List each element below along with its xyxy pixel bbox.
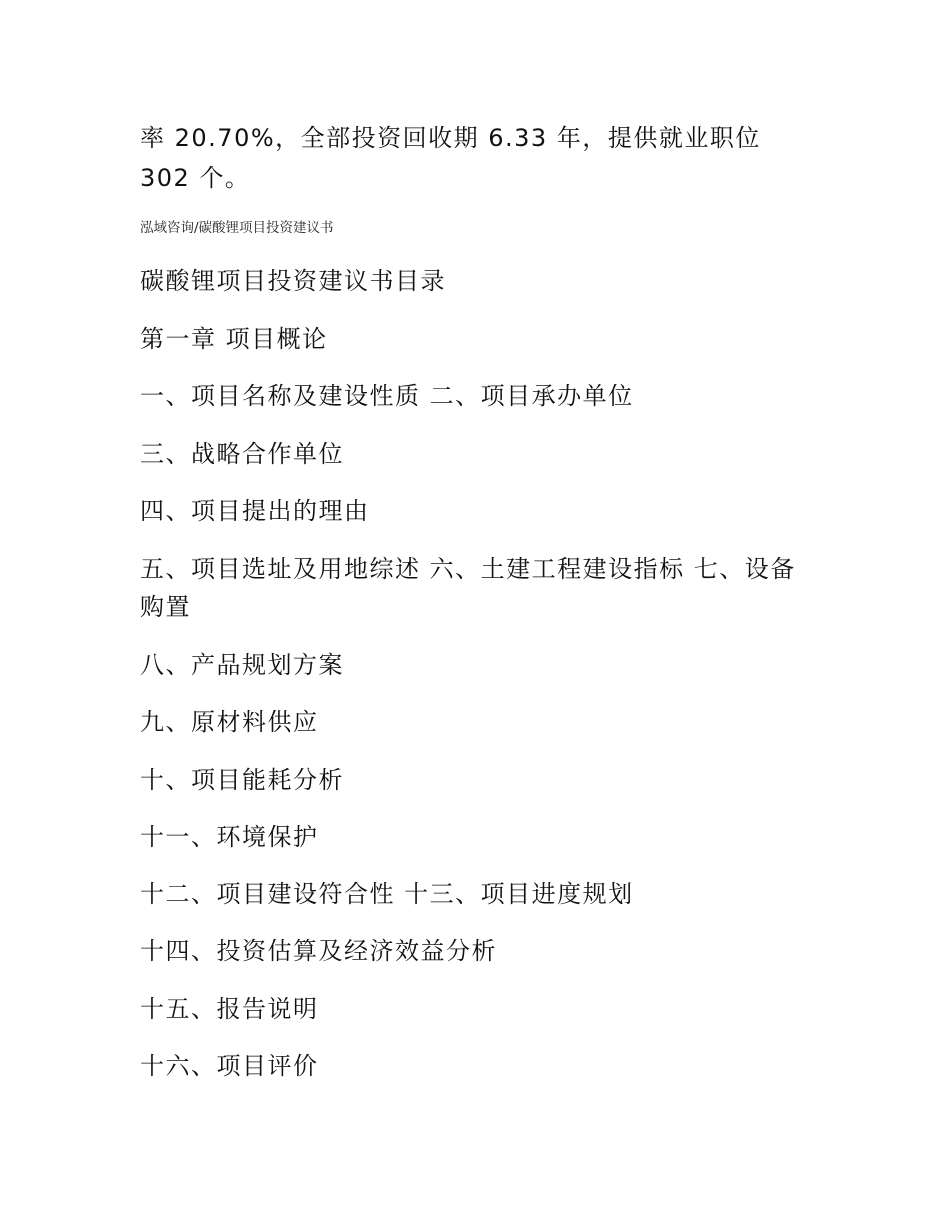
toc-item: 五、项目选址及用地综述 六、土建工程建设指标 七、设备购置 — [140, 555, 796, 621]
toc-item: 十一、环境保护 — [140, 823, 319, 851]
toc-title: 碳酸锂项目投资建议书目录 — [140, 267, 446, 295]
toc-item: 三、战略合作单位 — [140, 440, 344, 468]
toc-item: 四、项目提出的理由 — [140, 497, 370, 525]
toc-item: 十、项目能耗分析 — [140, 766, 344, 794]
toc-item: 一、项目名称及建设性质 二、项目承办单位 — [140, 382, 634, 410]
running-header: 泓域咨询/碳酸锂项目投资建议书 — [140, 220, 334, 236]
toc-item: 十二、项目建设符合性 十三、项目进度规划 — [140, 880, 634, 908]
toc-item: 十四、投资估算及经济效益分析 — [140, 937, 497, 965]
toc-chapter: 第一章 项目概论 — [140, 325, 328, 353]
toc-item: 十五、报告说明 — [140, 995, 319, 1023]
intro-text-line-1: 率 20.70%，全部投资回收期 6.33 年，提供就业职位 — [140, 124, 761, 152]
toc-item: 十六、项目评价 — [140, 1052, 319, 1080]
toc-item: 八、产品规划方案 — [140, 651, 344, 679]
intro-text-line-2: 302 个。 — [140, 164, 251, 192]
toc-item: 九、原材料供应 — [140, 708, 319, 736]
